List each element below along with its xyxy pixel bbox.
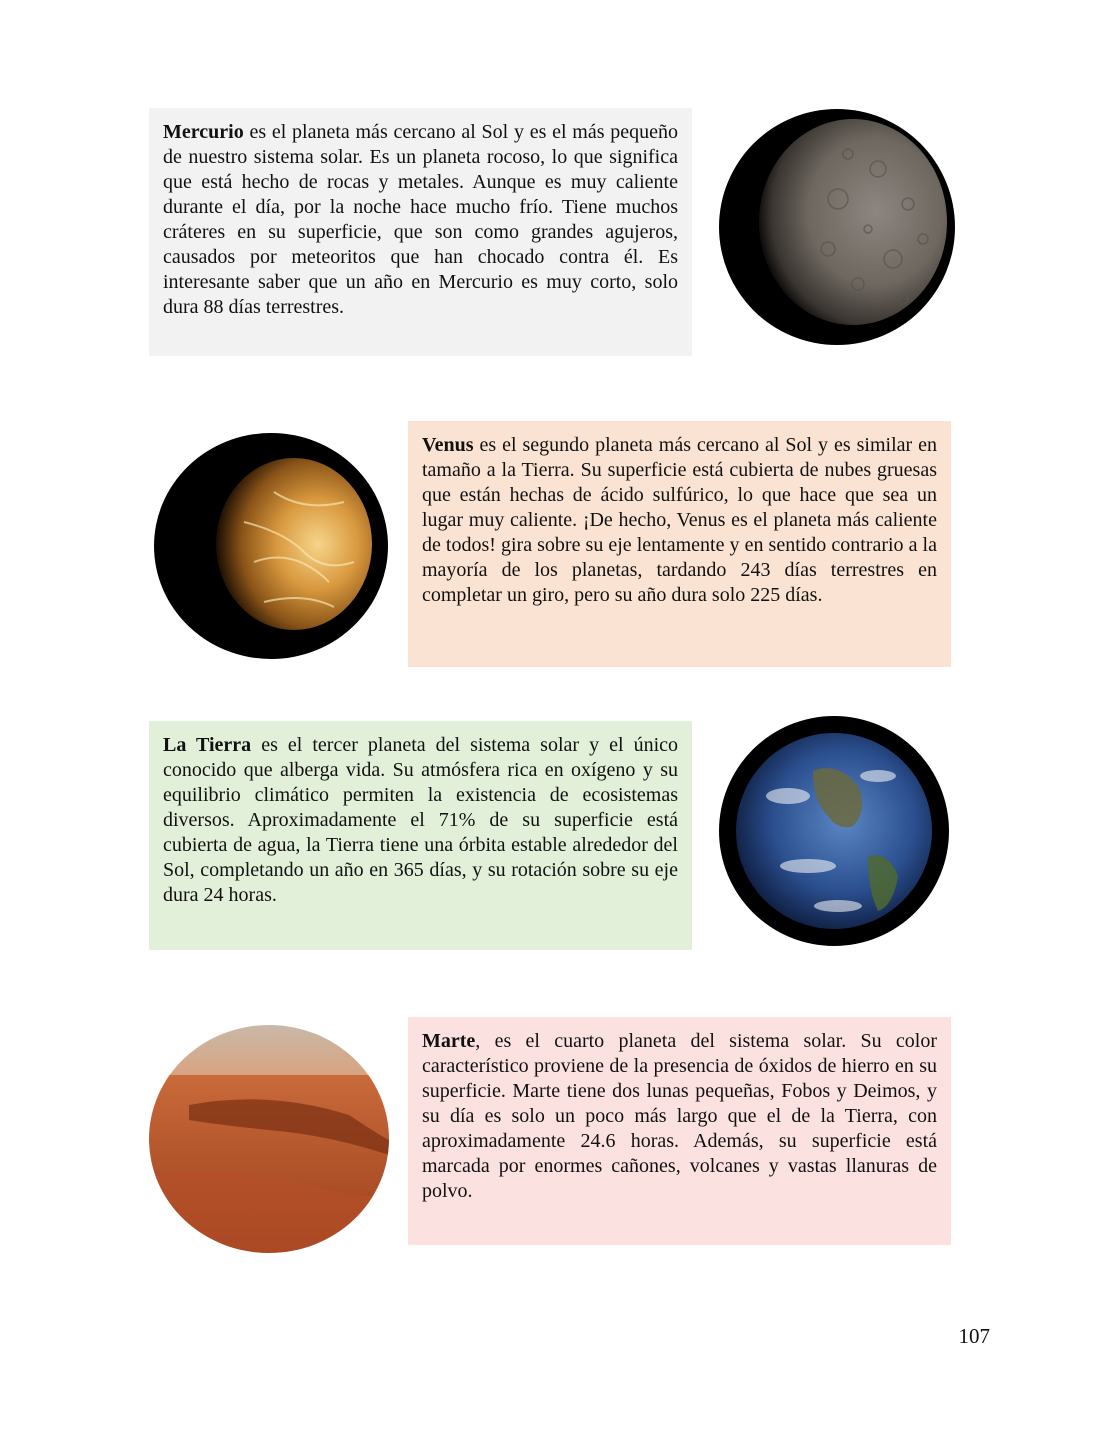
page-number: 107 (958, 1324, 990, 1348)
marte-text-box (408, 1017, 951, 1245)
venus-name: Venus (422, 434, 474, 456)
marte-name: Marte (422, 1030, 476, 1052)
mercurio-image (718, 109, 956, 345)
marte-description: , es el cuarto planeta del sistema solar. Su color característico proviene de la presencia de óxidos de hierro en su superficie. Marte tiene dos lunas pequeñas, Fobos y Deimos, y su día es solo un poco más largo que el de la Tierra, con aproximadamente 24.6 horas. Además, su superficie está marcada por enormes cañones, volcanes y vastas llanuras de polvo. (422, 1030, 937, 1202)
mercurio-name: Mercurio (163, 121, 244, 143)
venus-text-box (408, 421, 951, 667)
venus-description: es el segundo planeta más cercano al Sol y es similar en tamaño a la Tierra. Su superficie está cubierta de nubes gruesas que están hechas de ácido sulfúrico, lo que hace que sea un lugar muy caliente. ¡De hecho, Venus es el planeta más caliente de todos! gira sobre su eje lentamente y en sentido contrario a la mayoría de los planetas, tardando 243 días terrestres en completar un giro, pero su año dura solo 225 días. (422, 434, 937, 606)
marte-image (149, 1025, 389, 1254)
mercurio-description: es el planeta más cercano al Sol y es el más pequeño de nuestro sistema solar. Es un planeta rocoso, lo que significa que está hecho de rocas y metales. Aunque es muy caliente durante el día, por la noche hace mucho frío. Tiene muchos cráteres en su superficie, que son como grandes agujeros, causados por meteoritos que han chocado contra él. Es interesante saber que un año en Mercurio es muy corto, solo dura 88 días terrestres. (163, 121, 678, 318)
tierra-description: es el tercer planeta del sistema solar y el único conocido que alberga vida. Su atmósfera rica en oxígeno y su equilibrio climático permiten la existencia de ecosistemas diversos. Aproximadamente el 71% de su superficie está cubierta de agua, la Tierra tiene una órbita estable alrededor del Sol, completando un año en 365 días, y su rotación sobre su eje dura 24 horas. (163, 734, 678, 906)
tierra-text-box (149, 721, 692, 950)
tierra-name: La Tierra (163, 734, 252, 756)
tierra-image (718, 716, 950, 946)
venus-image (154, 432, 389, 660)
mercurio-text-box (149, 108, 692, 356)
